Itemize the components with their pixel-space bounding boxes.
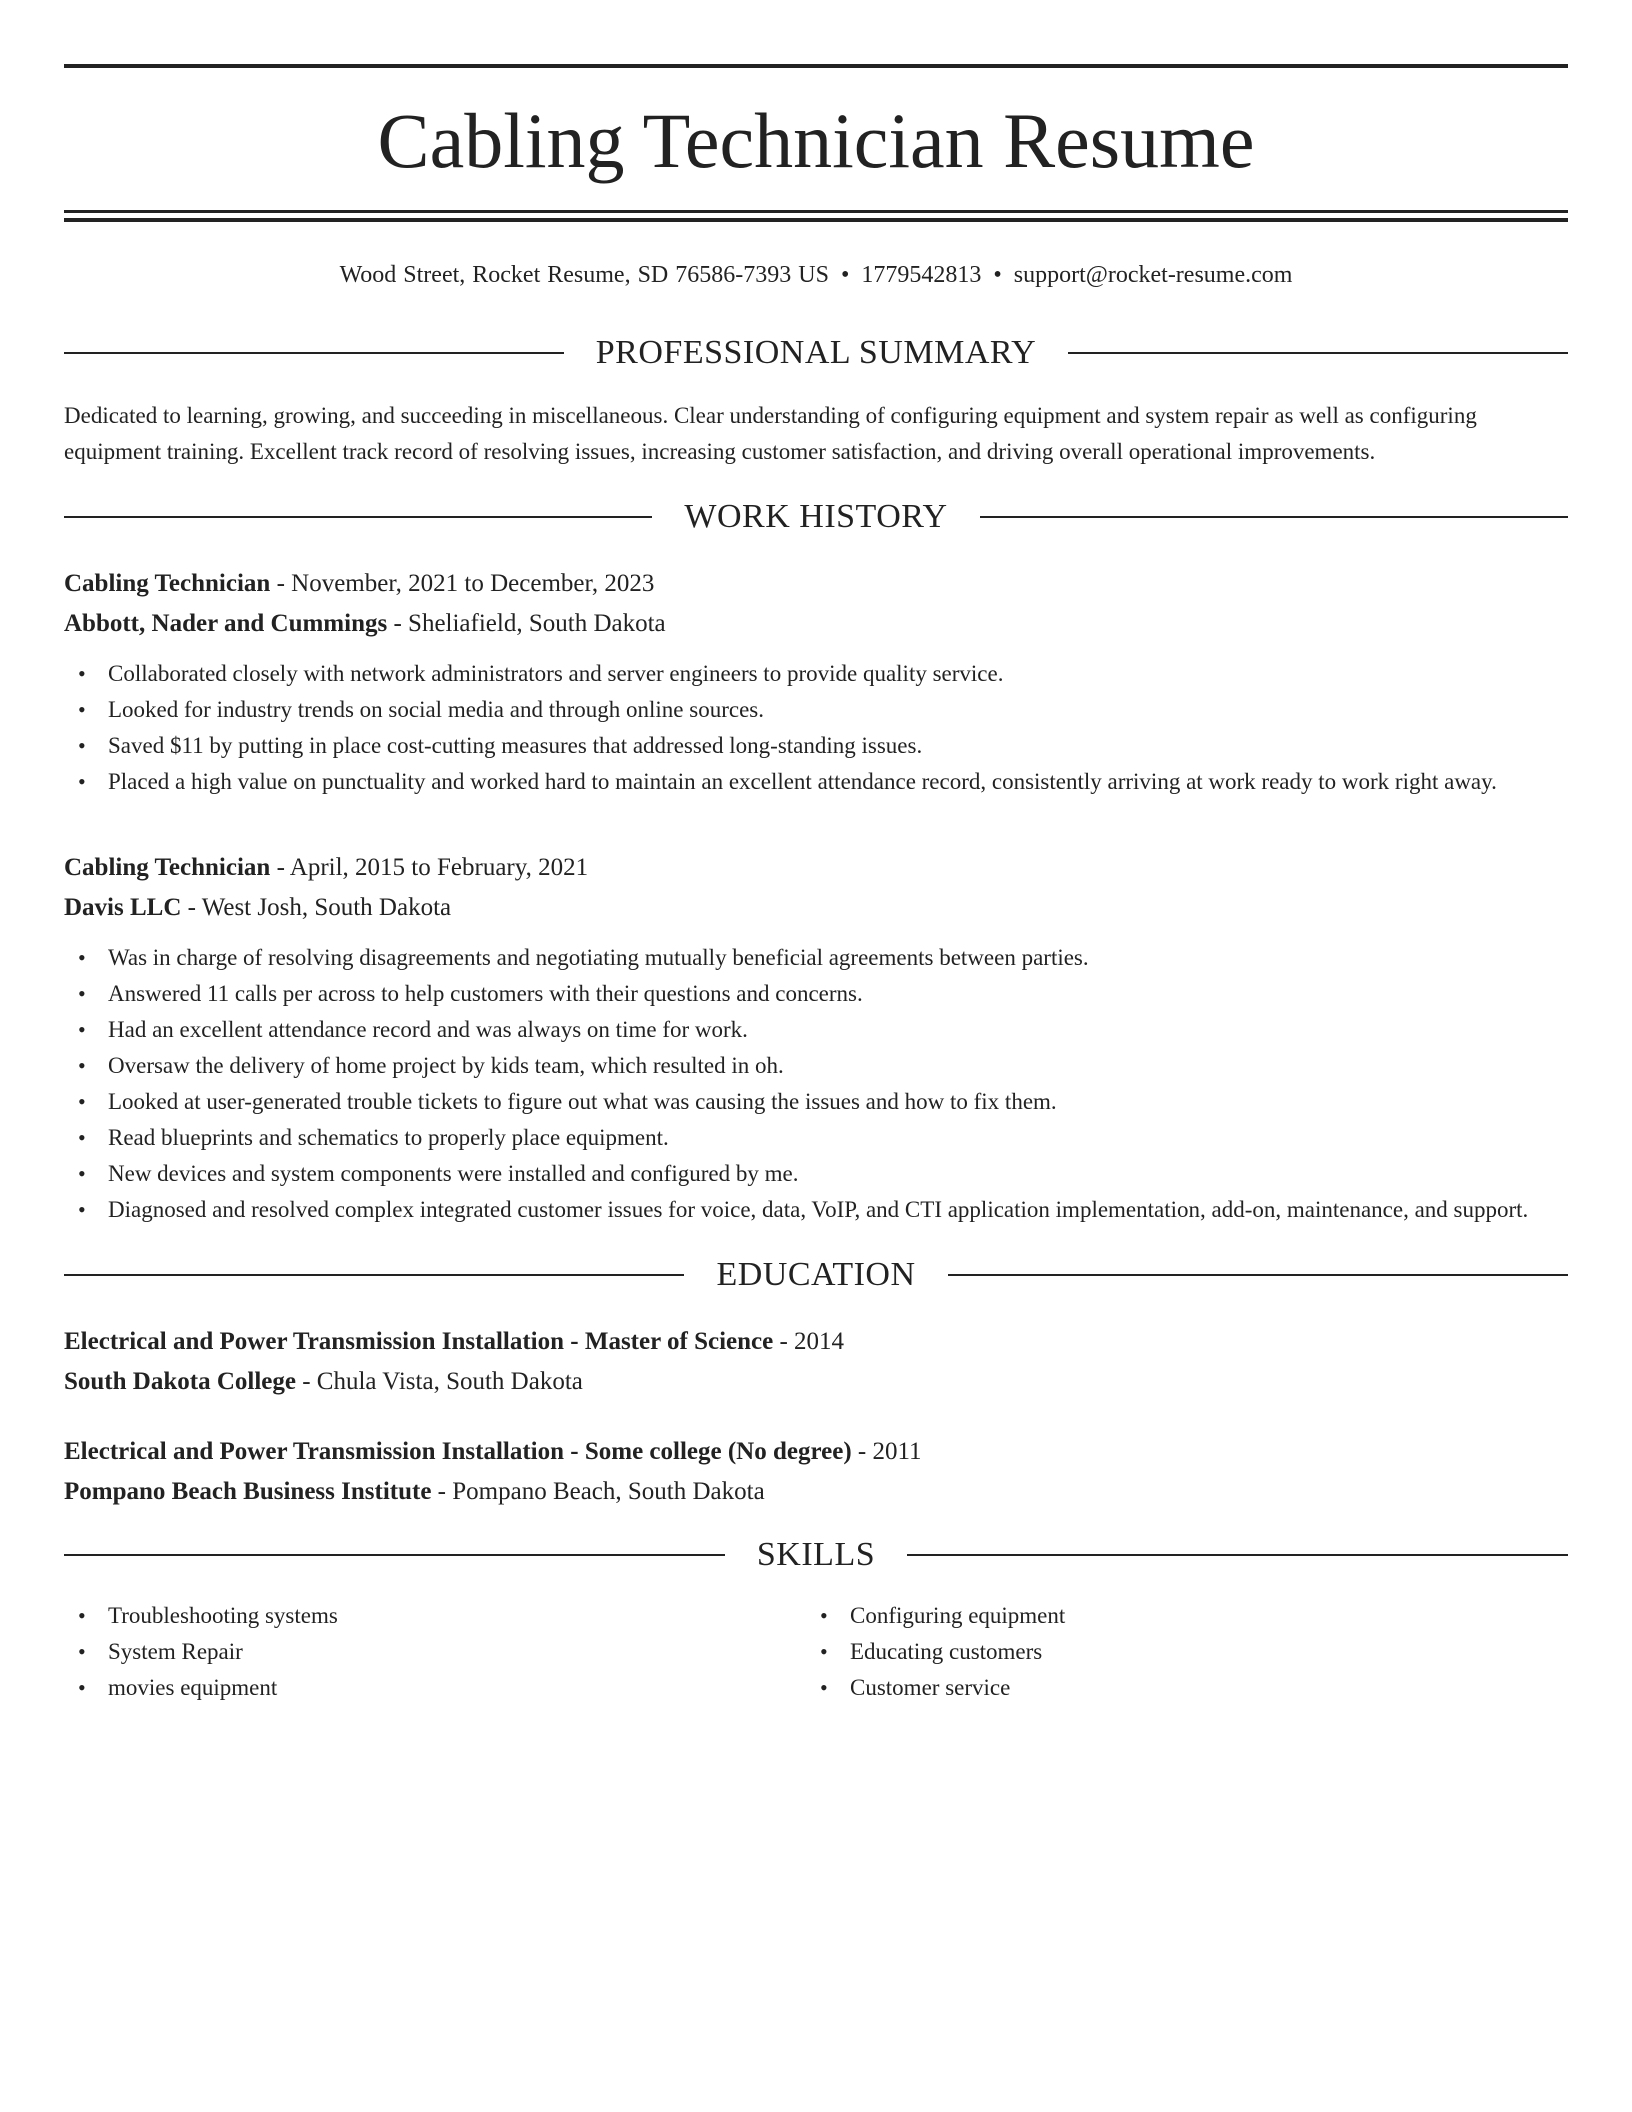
education-school: Pompano Beach Business Institute: [64, 1478, 432, 1505]
job-bullets: [64, 656, 1568, 800]
list-item: • Oversaw the delivery of home project by kids team, which resulted in oh.: [64, 1048, 1568, 1084]
job-dates: - April, 2015 to February, 2021: [270, 854, 589, 881]
list-item: • Read blueprints and schematics to properly place equipment.: [64, 1120, 1568, 1156]
skills-list-right: [806, 1598, 1548, 1706]
job-entry: [64, 848, 1568, 1228]
job-company: Davis LLC: [64, 894, 182, 921]
heading-rule: [907, 1554, 1568, 1556]
education-entry: [64, 1322, 1568, 1402]
section-heading-education: [64, 1258, 1568, 1292]
education-year: - 2011: [851, 1438, 922, 1465]
list-item: • Had an excellent attendance record and was always on time for work.: [64, 1012, 1568, 1048]
list-item: • movies equipment: [64, 1670, 806, 1706]
list-item: • New devices and system components were installed and configured by me.: [64, 1156, 1568, 1192]
list-item: • Answered 11 calls per across to help customers with their questions and concerns.: [64, 976, 1568, 1012]
list-item: • Customer service: [806, 1670, 1548, 1706]
education-degree-line: [64, 1322, 1568, 1362]
job-company: Abbott, Nader and Cummings: [64, 610, 388, 637]
list-item: • Looked for industry trends on social media and through online sources.: [64, 692, 1568, 728]
job-dates: - November, 2021 to December, 2023: [270, 570, 655, 597]
heading-rule: [980, 516, 1568, 518]
top-rule: [64, 64, 1568, 68]
job-bullets: [64, 940, 1568, 1228]
section-title: SKILLS: [756, 1536, 876, 1573]
education-degree: Electrical and Power Transmission Installation - Master of Science: [64, 1328, 774, 1355]
list-item: • Diagnosed and resolved complex integrated customer issues for voice, data, VoIP, and CTI application implementation, add-on, maintenance, and support.: [64, 1192, 1568, 1228]
job-company-line: [64, 604, 1568, 644]
contact-separator: •: [993, 262, 1002, 288]
list-item: • System Repair: [64, 1634, 806, 1670]
list-item: • Educating customers: [806, 1634, 1548, 1670]
contact-email: support@rocket-resume.com: [1013, 262, 1293, 288]
education-school-line: [64, 1472, 1568, 1512]
section-title: WORK HISTORY: [684, 498, 948, 535]
section-title: PROFESSIONAL SUMMARY: [595, 334, 1037, 371]
summary-text: Dedicated to learning, growing, and succeeding in miscellaneous. Clear understanding of configuring equipment and system repair as well as configuring equipment training. Excellent track record of resolving issues, increasing customer satisfaction, and driving overall operational improvements.: [64, 403, 1477, 464]
list-item: • Placed a high value on punctuality and worked hard to maintain an excellent attendance record, consistently arriving at work ready to work right away.: [64, 764, 1568, 800]
education-school: South Dakota College: [64, 1368, 296, 1395]
list-item: • Troubleshooting systems: [64, 1598, 806, 1634]
skills-list-left: [64, 1598, 806, 1706]
section-heading-work: [64, 500, 1568, 534]
title-double-rule: [64, 210, 1568, 222]
list-item: • Saved $11 by putting in place cost-cutting measures that addressed long-standing issues.: [64, 728, 1568, 764]
heading-rule: [64, 1554, 725, 1556]
contact-line: [64, 260, 1568, 290]
job-title-line: [64, 848, 1568, 888]
contact-address: Wood Street, Rocket Resume, SD 76586-7393 US: [339, 262, 829, 288]
education-location: - Chula Vista, South Dakota: [295, 1368, 583, 1395]
job-location: - Sheliafield, South Dakota: [387, 610, 666, 637]
list-item: • Looked at user-generated trouble tickets to figure out what was causing the issues and how to fix them.: [64, 1084, 1568, 1120]
heading-rule: [64, 516, 652, 518]
education-year: - 2014: [773, 1328, 845, 1355]
job-company-line: [64, 888, 1568, 928]
contact-phone: 1779542813: [861, 262, 982, 288]
resume-page: [64, 64, 1568, 1706]
job-location: - West Josh, South Dakota: [181, 894, 452, 921]
education-school-line: [64, 1362, 1568, 1402]
contact-separator: •: [840, 262, 850, 288]
heading-rule: [64, 1274, 684, 1276]
list-item: • Collaborated closely with network administrators and server engineers to provide quality service.: [64, 656, 1568, 692]
heading-rule: [1068, 352, 1568, 354]
heading-rule: [64, 352, 564, 354]
section-heading-summary: [64, 336, 1568, 370]
section-title: EDUCATION: [716, 1256, 916, 1293]
resume-title: Cabling Technician Resume: [377, 97, 1255, 184]
education-degree: Electrical and Power Transmission Installation - Some college (No degree): [64, 1438, 852, 1465]
job-title: Cabling Technician: [64, 570, 271, 597]
skills-columns: [64, 1598, 1568, 1706]
education-location: - Pompano Beach, South Dakota: [431, 1478, 765, 1505]
list-item: • Was in charge of resolving disagreements and negotiating mutually beneficial agreements between parties.: [64, 940, 1568, 976]
job-title: Cabling Technician: [64, 854, 271, 881]
education-entry: [64, 1432, 1568, 1512]
heading-rule: [948, 1274, 1568, 1276]
job-entry: [64, 564, 1568, 800]
list-item: • Configuring equipment: [806, 1598, 1548, 1634]
section-heading-skills: [64, 1538, 1568, 1572]
job-title-line: [64, 564, 1568, 604]
education-degree-line: [64, 1432, 1568, 1472]
